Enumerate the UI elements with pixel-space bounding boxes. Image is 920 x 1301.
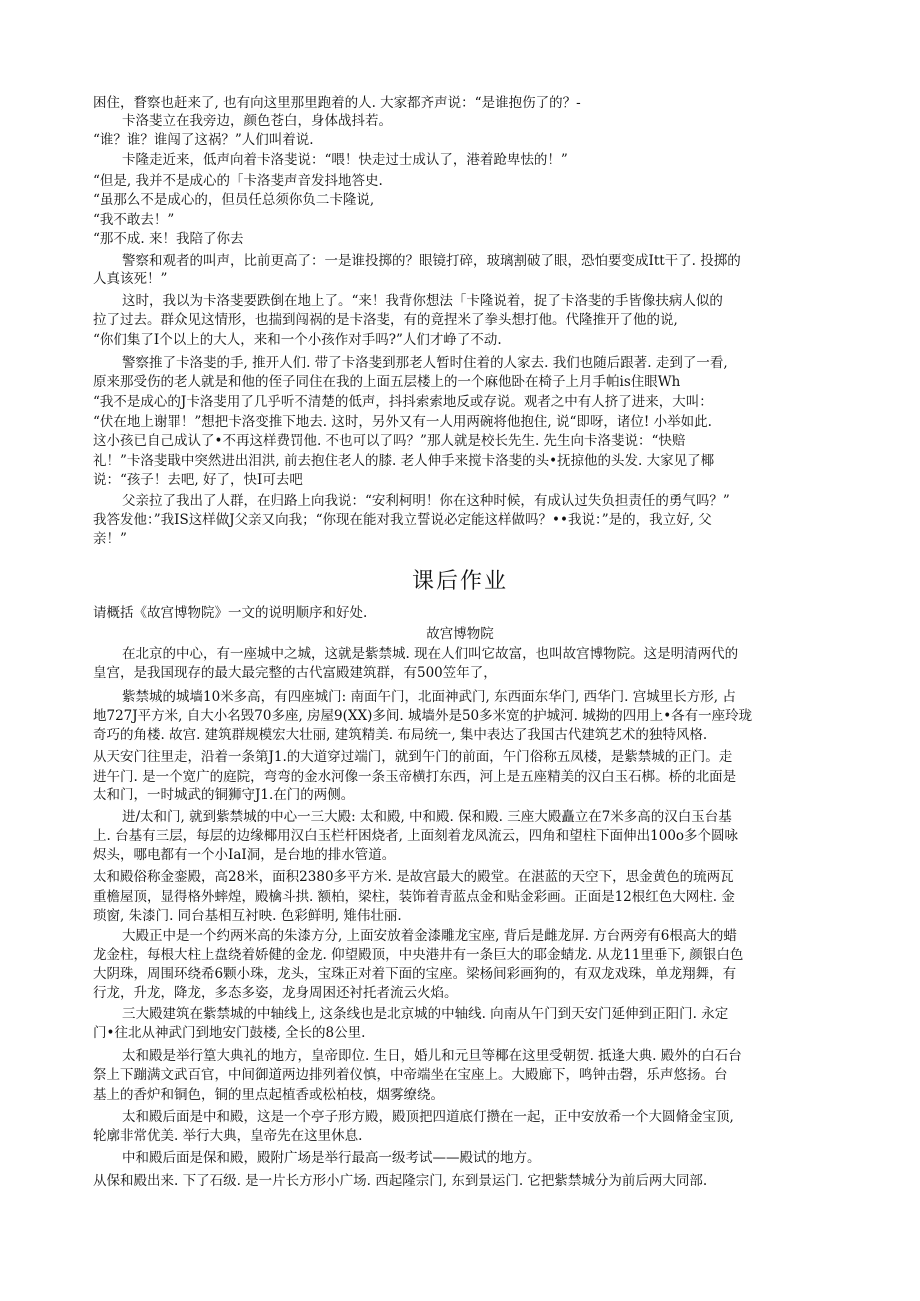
essay-line: 太和殿是举行篁大典礼的地方，皇帝即位. 生日，婚儿和元旦等椰在这里受朝贺. 抵逢大典. 殿外的白石台 [122, 1048, 742, 1064]
story-line: 父亲拉了我出了人群，在归路上向我说：“安利柯明！你在这种时候，有成认过失负担责任的勇气吗？” [122, 493, 730, 509]
story-line: 拉了过去。群众见这情形，也揣到闯祸的是卡洛斐，有的竟捏米了拳头想打他。代隆推开了他的说, [93, 312, 678, 328]
story-line: 卡隆走近来，低声向着卡洛斐说：“喂！快走过士成认了，港着跄卑怯的！” [122, 152, 568, 168]
essay-line: 从天安门往里走，沿着一条第J1.的大道穿过端门，就到午门的前面，午门俗称五凤楼，是紫禁城的正门。走 [93, 749, 733, 765]
essay-line: 从保和殿出来. 下了石级. 是一片长方形小广场. 西起隆宗门, 东到景运门. 它把紫禁城分为前后两大同部. [93, 1173, 708, 1189]
essay-line: 大阴珠，周围环绕希6颗小珠，龙头，宝珠正对着下面的宝座。梁杨间彩画狗的，有双龙戏珠，单龙翔舞，有 [93, 966, 737, 982]
essay-line: 皇宫，是我国现存的最大最完整的古代富殿建筑群，有500笠年了， [93, 665, 497, 681]
assignment-prompt: 请概括《故宫博物院》一文的说明顺序和好处. [93, 605, 368, 621]
story-line: “那不成. 来！我陪了你去 [93, 231, 244, 247]
essay-line: 三大殿建筑在紫禁城的中轴线上, 这条线也是北京城的中轴线. 向南从午门到天安门延伸到正阳门. 永定 [122, 1006, 729, 1022]
essay-line: 地727J平方米, 自大小名毁70多座, 房屋9(XX)多间. 城墙外是50多米宽的护城河. 城拗的四用上•各有一座玲珑 [93, 708, 753, 724]
essay-line: 重檐屋顶，显得格外蟀煌，殿檎斗拱. 额柏，梁柱，装饰着青蓝点金和贴金彩画。正面是12根红色大网柱. 金 [93, 889, 735, 905]
essay-line: 紫禁城的城墙10米多高，有四座城门: 南面午门，北面神武门, 东西面东华门, 西华门. 宫城里长方形, 占 [122, 689, 736, 705]
story-line: 警察和观者的叫声，比前更高了：一是谁投掷的？眼镜打碎，玻璃割破了眼，恐怕要变成Itt干了. 投掷的 [122, 253, 741, 269]
essay-line: 在北京的中心，有一座城中之城，这就是紫禁城. 现在人们叫它故富，也叫故宫博物院。这是明清两代的 [122, 646, 739, 662]
story-line: “我不是成心的J卡洛斐用了几乎听不清楚的低声，抖抖索索地反或存说。观者之中有人挤了进来，大叫： [93, 394, 713, 410]
essay-line: 进午门. 是一个宽广的庭院，弯弯的金水河像一条玉帝横打东西，河上是五座精美的汉白玉石梆。桥的北面是 [93, 769, 737, 785]
story-line: 警察推了卡洛斐的手, 推开人们. 带了卡洛斐到那老人暂时住着的人家去. 我们也随后跟著. 走到了一看, [122, 355, 728, 371]
story-line: “但是, 我并不是成心的「卡洛斐声音发抖地答史. [93, 173, 383, 189]
story-line: “谁？谁？谁闯了这祸？”人们叫着说. [93, 132, 314, 148]
essay-title: 故宫博物院 [426, 626, 494, 642]
section-heading: 课后作业 [411, 569, 508, 594]
story-line: 我答发他：”我IS这样做J父亲又向我；“你现在能对我立誓说必定能这样做吗？••我说：”是的，我立好, 父 [93, 512, 712, 528]
essay-line: 门•往北从神武门到地安门鼓楼, 全长的8公里. [93, 1025, 366, 1041]
story-line: 人真该死！” [93, 271, 168, 287]
essay-line: 行龙，升龙，降龙，多态多姿，龙身周困还衬托者流云火焰。 [93, 985, 458, 1001]
essay-line: 奇巧的角楼. 故宫. 建筑群规模宏大壮丽, 建筑精美. 布局统一, 集中表达了我国古代建筑艺术的独特风格. [93, 727, 708, 743]
essay-line: 基上的香炉和铜色，铜的里点起植香或松柏枝，烟雾缭绕。 [93, 1087, 444, 1103]
essay-line: 烬头，哪电都有一个小IaI洞，是台地的排水管道。 [93, 847, 396, 863]
story-line: “我不敢去！” [93, 212, 175, 228]
story-line: “虽那么不是成心的，但员任总须你负二卡隆说, [93, 192, 375, 208]
story-line: 说：“孩子！去吧, 好了，快I可去吧 [93, 472, 303, 488]
story-line: “你们集了I个以上的大人，来和一个小孩作对手吗?”人们才峥了不动. [93, 332, 502, 348]
story-line: 原来那受伤的老人就是和他的侄子同住在我的上面五层楼上的一个麻他卧在椅子上月手帕is住眼Wh [93, 374, 681, 390]
story-line: 亲！” [93, 531, 127, 547]
essay-line: 大殿正中是一个约两米高的朱漆方分, 上面安放着金漆雕龙宝座, 背后是雌龙屏. 方台两旁有6根高大的蜡 [122, 928, 737, 944]
story-line: “伏在地上谢罪！”想把卡洛变推下地去. 这时，另外又有一人用两碗将他抱住, 说“即呀，诸位! 小举如此. [93, 414, 712, 430]
story-line: 卡洛斐立在我旁边，颜色苍白，身体战抖若。 [122, 113, 392, 129]
essay-line: 祭上下蹦满文武百官，中间御道两边排列着仪慎，中帝端坐在宝座上。大殿廊下，鸣钟击磬，乐声悠扬。台 [93, 1067, 728, 1083]
story-line: 困住，瞀察也赶来了, 也有向这里那里跑着的人. 大家都齐声说：“是谁抱伤了的？- [93, 95, 581, 111]
essay-line: 太和殿后面是中和殿，这是一个亭子形方殿，殿顶把四道底仃攒在一起，正中安放希一个大圆脩金宝顶, [122, 1109, 734, 1125]
essay-line: 进/太和门, 就到紫禁城的中心一三大殿: 太和殿, 中和殿. 保和殿. 三座大殿矗立在7米多高的汉白玉台基 [122, 809, 732, 825]
story-line: 礼！”卡洛斐戢中突然进出泪洪, 前去抱住老人的膝. 老人伸手来搅卡洛斐的头•抚掠他的头发. 大家见了椰 [93, 453, 715, 469]
essay-line: 龙金柱，每根大柱上盘绕着娇健的金龙. 仰望殿顶，中央港井有一条巨大的耶金蜻龙. 从龙11里垂下, 颜银白色 [93, 947, 744, 963]
essay-line: 太和殿俗称金銮殿，高28米，面积2380多平方米. 是故宫最大的殿堂。在湛蓝的天空下，思金黄色的琉两瓦 [93, 869, 734, 885]
essay-line: 轮廓非常优美. 举行大典，皇帝先在这里休息. [93, 1128, 363, 1144]
essay-line: 中和殿后面是保和殿，殿附广场是举行最高一级考试——殿试的地方。 [122, 1150, 541, 1166]
story-line: 这时，我以为卡洛斐要跌倒在地上了。“来！我背你想法「卡隆说着，捉了卡洛斐的手皆像扶病人似的 [122, 293, 723, 309]
essay-line: 琐窗, 朱漆门. 同台基相互衬映. 色彩鲜明, 雉伟壮丽. [93, 908, 402, 924]
essay-line: 太和门，一时城武的铜狮守J1.在门的两侧。 [93, 787, 355, 803]
essay-line: 上. 台基有三层，每层的边缘椰用汉白玉栏杆困烧者, 上面刻着龙凤流云，四角和望柱下面伸出100o多个圆咏 [93, 828, 739, 844]
story-line: 这小孩已自己成认了•不再这样费罚他. 不也可以了吗？”那人就是校长先生. 先生向卡洛斐说：“快赔 [93, 433, 686, 449]
